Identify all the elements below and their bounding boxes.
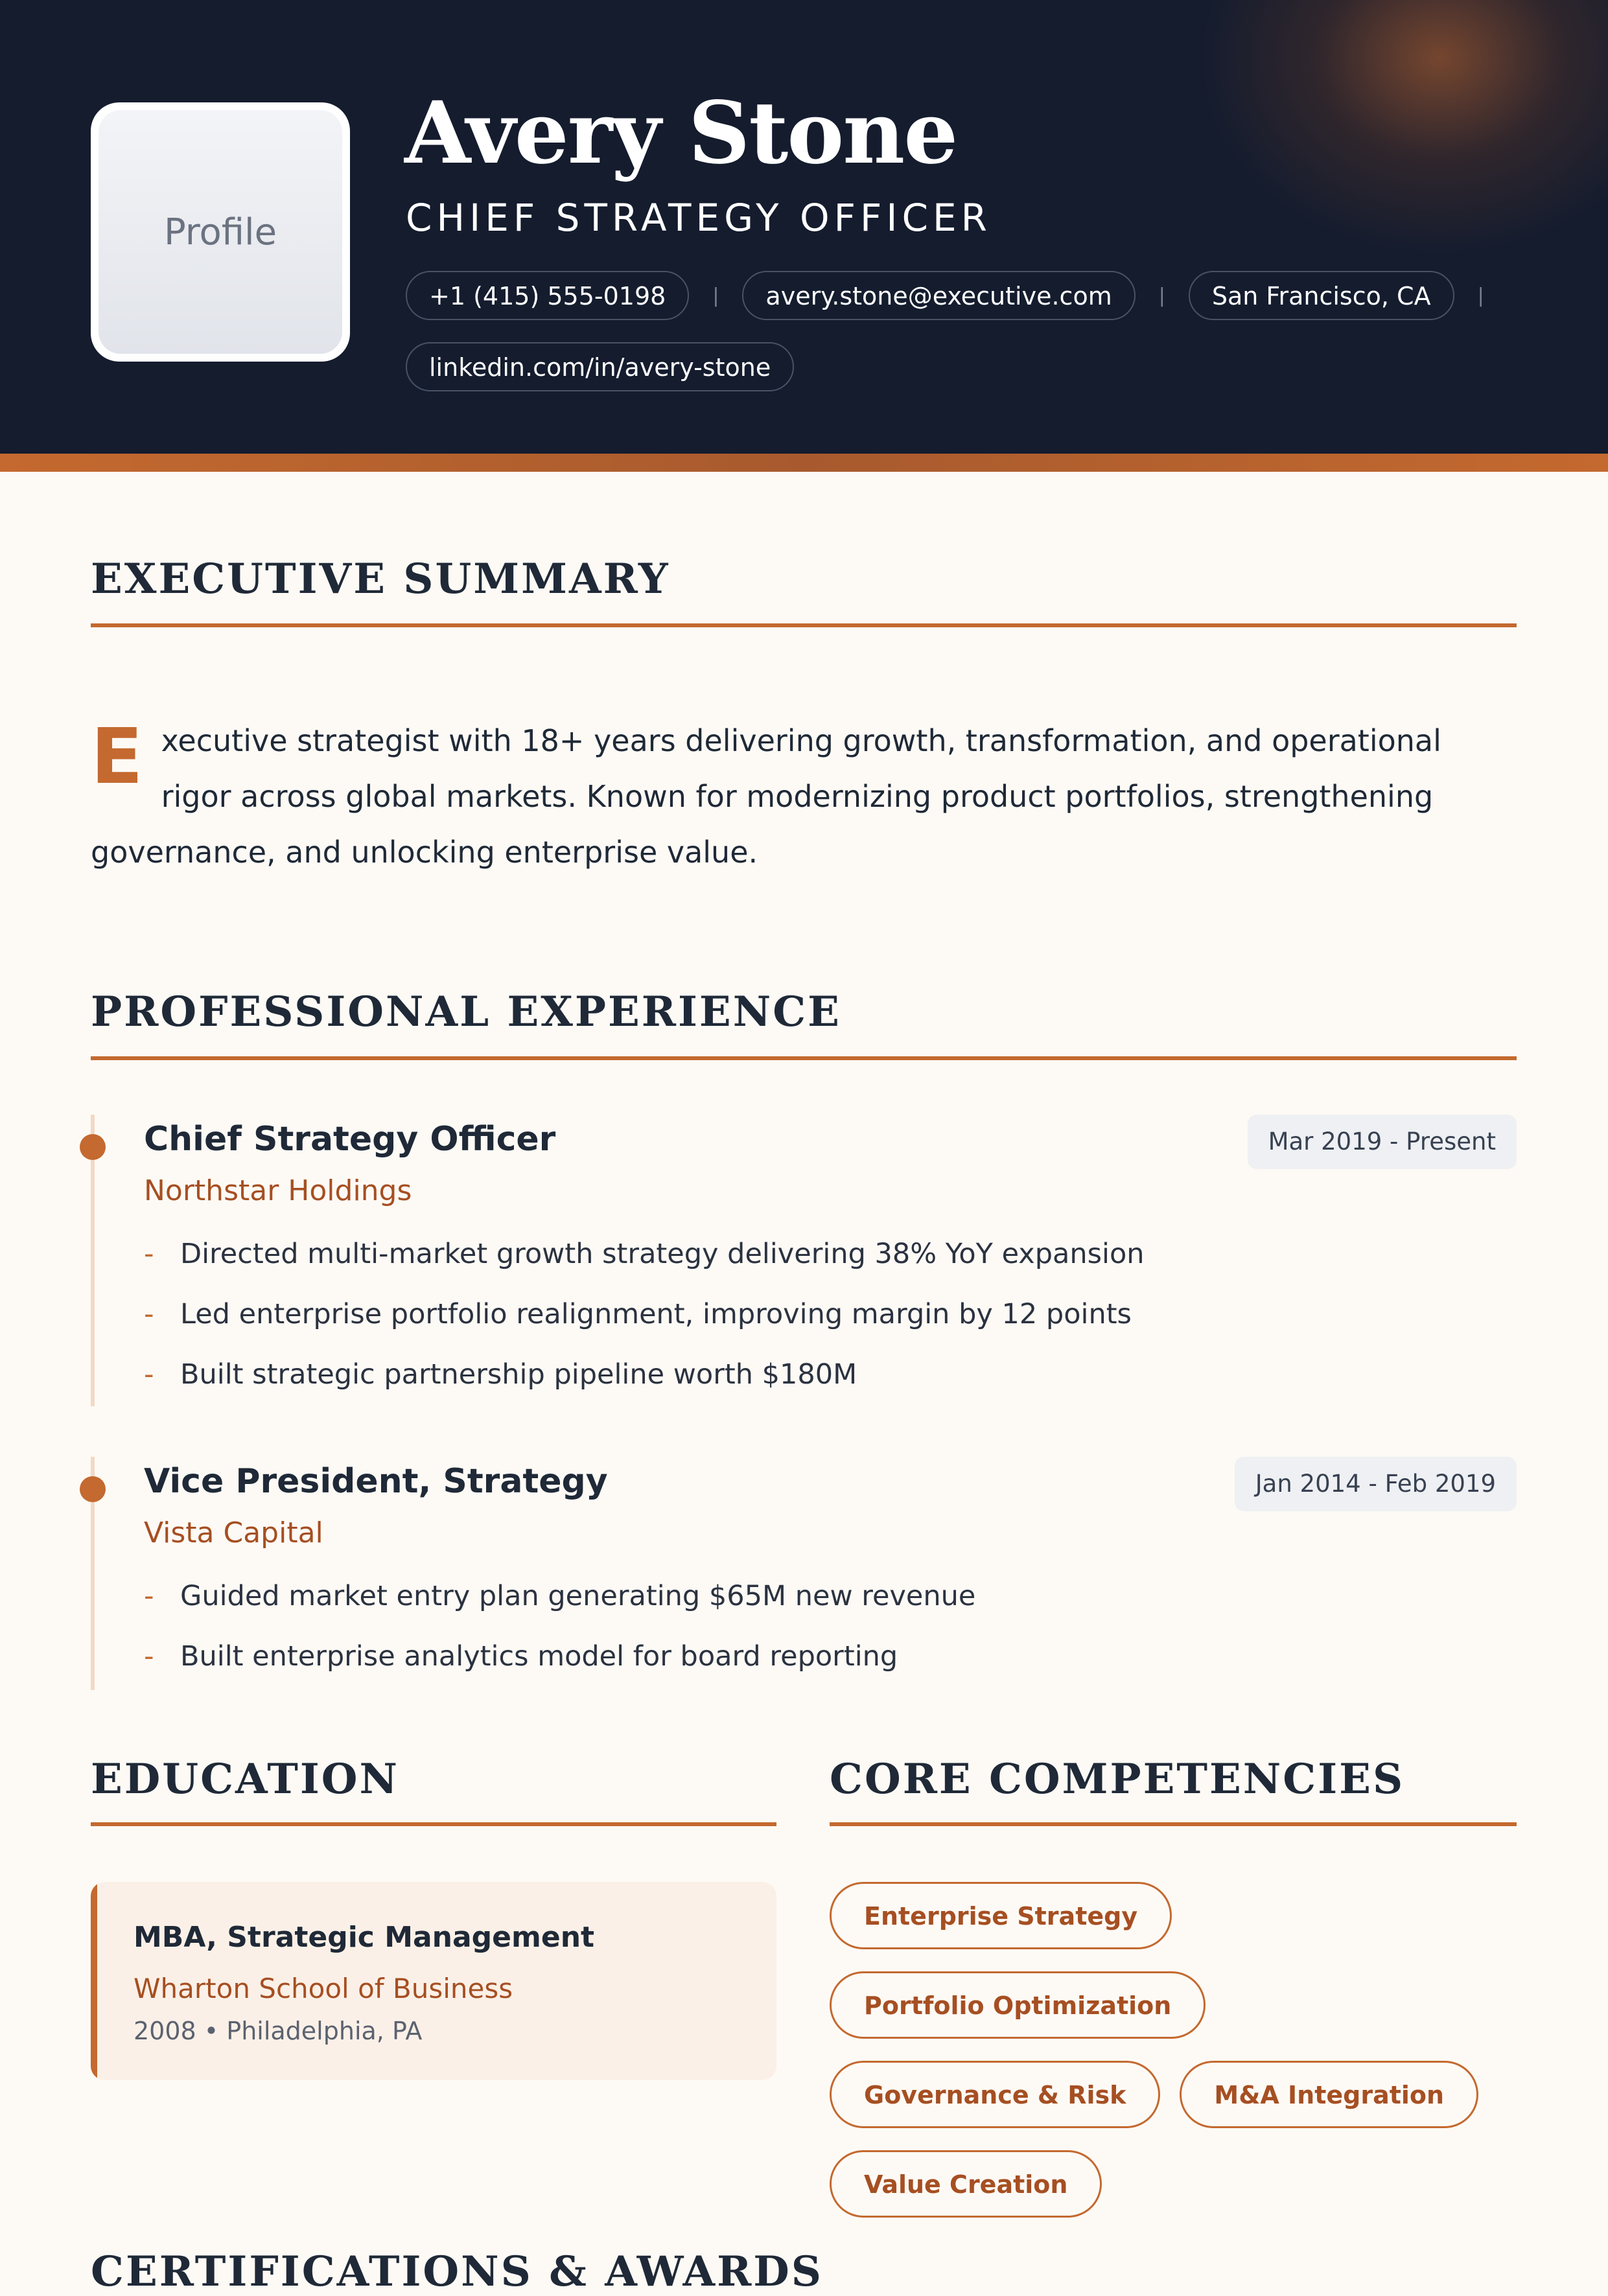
section-heading-certifications: CERTIFICATIONS & AWARDS [91,2247,823,2296]
education-meta: 2008 • Philadelphia, PA [134,2017,423,2045]
job-bullets [144,1572,975,1693]
contact-list [406,271,1521,391]
experience-item [91,1115,1517,1406]
section-heading-competencies: CORE COMPETENCIES [830,1755,1405,1803]
header-glow [1193,0,1608,259]
section-rule [91,1822,776,1826]
bullet-dash: - [144,1640,154,1673]
job-bullet-text: Led enterprise portfolio realignment, improving margin by 12 points [180,1298,1132,1330]
timeline-dot [80,1476,106,1502]
job-company: Vista Capital [144,1516,323,1549]
section-rule [91,623,1517,627]
summary-text: xecutive strategist with 18+ years delivering growth, transformation, and operational rigor across global markets. Known for modernizing product portfolios, strengthening governance, and unlocking enterprise value. [91,723,1441,870]
competency-tag: M&A Integration [1180,2061,1478,2128]
job-bullet-text: Built strategic partnership pipeline worth $180M [180,1358,857,1391]
competency-tag: Enterprise Strategy [830,1882,1172,1949]
job-bullet [144,1230,1145,1290]
job-bullet-text: Directed multi-market growth strategy delivering 38% YoY expansion [180,1238,1145,1270]
job-company: Northstar Holdings [144,1174,412,1207]
job-role: Chief Strategy Officer [144,1120,556,1159]
bullet-dash: - [144,1238,154,1270]
competency-tag: Portfolio Optimization [830,1971,1206,2039]
timeline-dot [80,1134,106,1160]
education-card [91,1882,776,2080]
job-bullet [144,1290,1145,1351]
job-dates: Mar 2019 - Present [1248,1115,1517,1169]
contact-separator: | [712,284,719,307]
experience-item [91,1457,1517,1690]
section-heading-education: EDUCATION [91,1755,399,1803]
contact-linkedin[interactable]: linkedin.com/in/avery-stone [406,342,794,391]
competency-tag: Governance & Risk [830,2061,1160,2128]
job-role: Vice President, Strategy [144,1462,608,1501]
contact-separator: | [1158,284,1165,307]
section-heading-experience: PROFESSIONAL EXPERIENCE [91,988,841,1036]
job-bullet [144,1632,975,1693]
section-heading-summary: EXECUTIVE SUMMARY [91,555,670,603]
competency-tags [830,1882,1543,2218]
profile-photo-placeholder [99,110,342,354]
header-accent-stripe [0,454,1608,472]
profile-photo [91,102,350,362]
competency-tag: Value Creation [830,2150,1102,2218]
candidate-title: CHIEF STRATEGY OFFICER [406,196,992,240]
summary-dropcap: E [91,712,143,801]
job-bullet-text: Guided market entry plan generating $65M new revenue [180,1580,976,1612]
section-rule [91,1056,1517,1060]
bullet-dash: - [144,1358,154,1391]
education-school: Wharton School of Business [134,1973,513,2004]
contact-location: San Francisco, CA [1189,271,1454,320]
contact-email[interactable]: avery.stone@executive.com [742,271,1135,320]
job-bullets [144,1230,1145,1411]
bullet-dash: - [144,1580,154,1612]
education-degree: MBA, Strategic Management [134,1921,595,1954]
candidate-name: Avery Stone [404,83,957,183]
profile-photo-label: Profile [163,211,277,253]
summary-paragraph [91,713,1517,880]
contact-phone[interactable]: +1 (415) 555-0198 [406,271,689,320]
resume-header [0,0,1608,454]
education-accent-bar [91,1882,97,2080]
bullet-dash: - [144,1298,154,1330]
contact-separator: | [1477,284,1484,307]
job-bullet [144,1572,975,1632]
section-rule [830,1822,1517,1826]
job-dates: Jan 2014 - Feb 2019 [1235,1457,1517,1511]
job-bullet [144,1351,1145,1411]
job-bullet-text: Built enterprise analytics model for board reporting [180,1640,898,1673]
